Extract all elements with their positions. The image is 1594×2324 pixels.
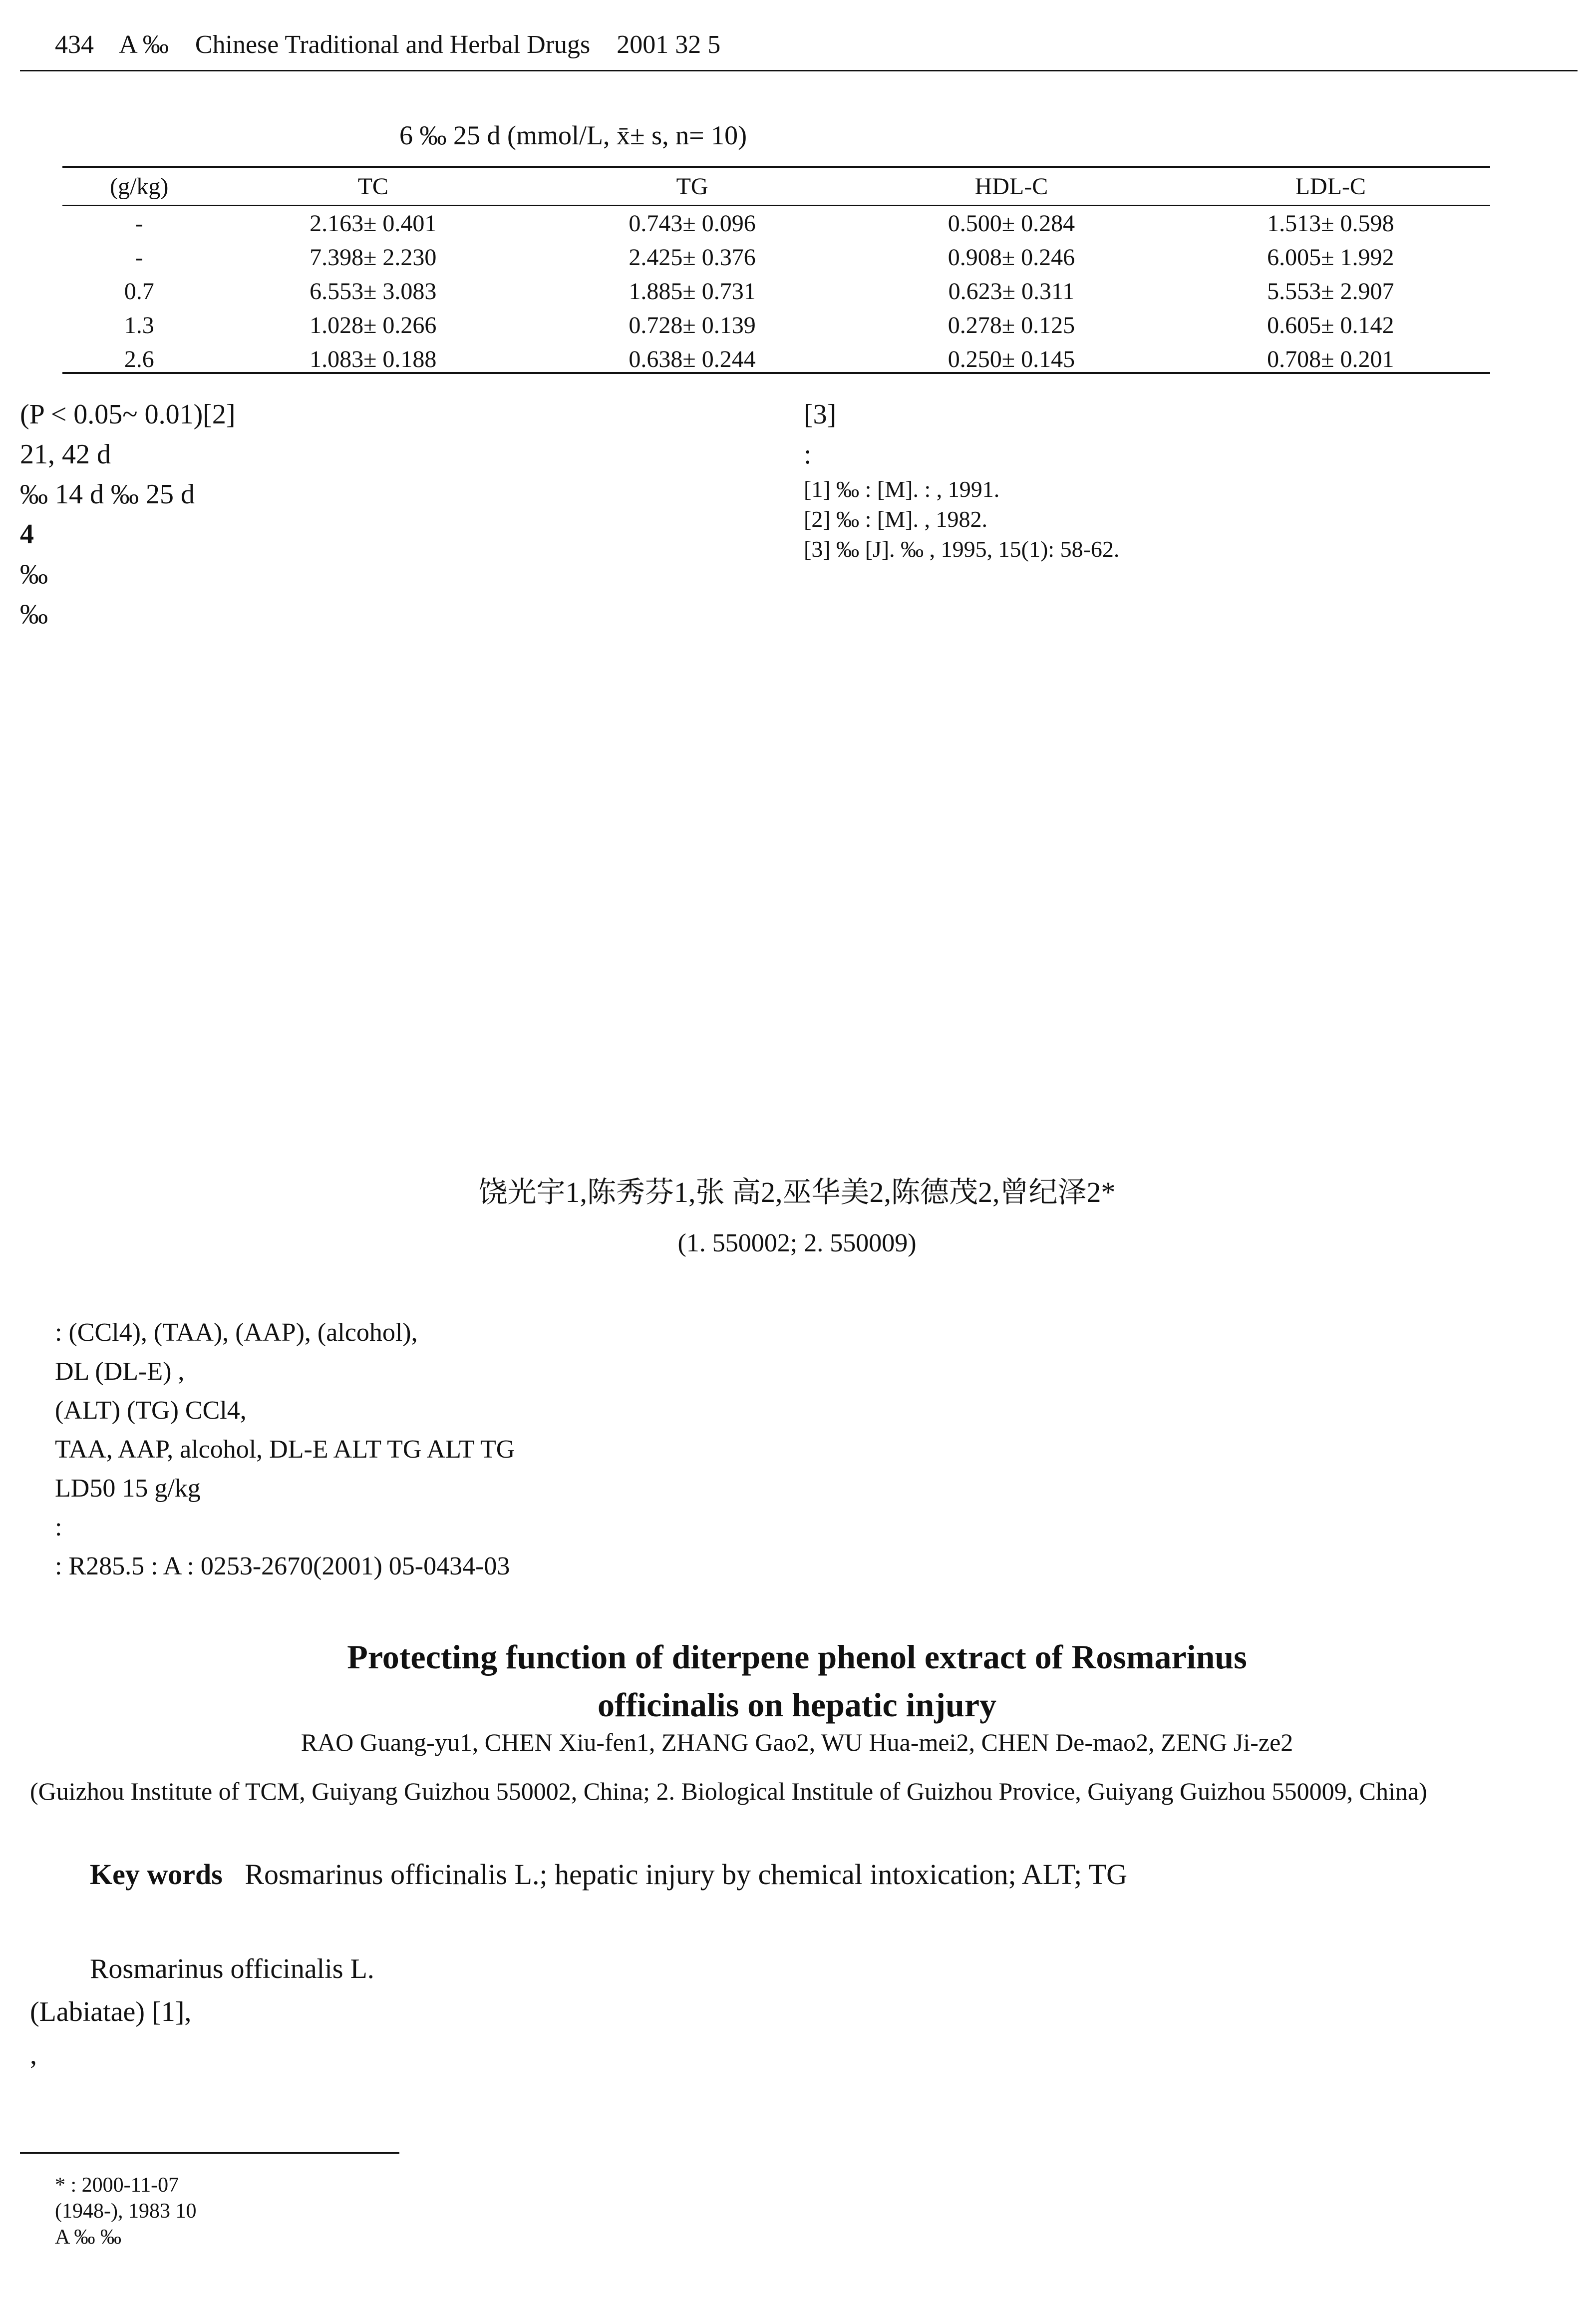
table-header: TC [214,168,533,206]
table-cell: - [135,244,143,271]
affiliation-cn: (1. 550002; 2. 550009) [677,1229,917,1257]
table-cell: 2.163± 0.401 [310,210,437,237]
right-column [804,394,1573,564]
table-cell: 1.028± 0.266 [310,312,437,339]
table-row [62,274,1490,308]
table-row [62,206,1490,241]
table-header: HDL-C [852,168,1171,206]
keywords [90,1858,1127,1891]
title-line: Protecting function of diterpene phenol extract of Rosmarinus [347,1638,1247,1676]
table-header: (g/kg) [65,168,214,206]
left-column [20,394,769,634]
journal-en: Chinese Traditional and Herbal Drugs [195,30,591,59]
table-cell: 0.278± 0.125 [948,312,1075,339]
abstract-line: : [55,1513,62,1542]
abstract-cn [55,1313,1543,1586]
year-volume: 2001 32 5 [617,30,721,59]
table-cell: 6.005± 1.992 [1267,244,1394,271]
abstract-line: LD50 15 g/kg [55,1474,201,1503]
paragraph-line: , [30,2039,37,2070]
abstract-line: TAA, AAP, alcohol, DL-E ALT TG ALT TG [55,1435,515,1464]
keywords-text: Rosmarinus officinalis L.; hepatic injury by chemical intoxication; ALT; TG [245,1858,1127,1891]
data-table [62,168,1490,376]
table-header: LDL-C [1171,168,1490,206]
table-bottom-rule [62,372,1490,374]
affiliation-en: (Guizhou Institute of TCM, Guiyang Guizhou 550002, China; 2. Biological Institule of Guizhou Provice, Guiyang Guizhou 550009, China) [30,1777,1427,1805]
paragraph-line: ‰ 14 d ‰ 25 d [20,479,195,510]
footnote [55,2172,196,2250]
paragraph-line: Rosmarinus officinalis L. [90,1953,374,1984]
table-cell: 1.885± 0.731 [629,278,756,305]
table-cell: 5.553± 2.907 [1267,278,1394,305]
table-cell: 6.553± 3.083 [310,278,437,305]
footnote-rule [20,2152,399,2154]
table-cell: 1.083± 0.188 [310,346,437,373]
journal-cn: A ‰ [119,30,169,59]
classification-line: : R285.5 : A : 0253-2670(2001) 05-0434-03 [55,1552,510,1580]
table-cell: 0.500± 0.284 [948,210,1075,237]
running-header [55,30,740,59]
paragraph-line: (P < 0.05~ 0.01)[2] [20,399,236,430]
article-title-en [0,1633,1594,1729]
table-row [62,342,1490,376]
page-number: 434 [55,30,94,59]
paragraph-line: ‰ [20,559,48,590]
authors-cn: 饶光宇1,陈秀芬1,张 高2,巫华美2,陈德茂2,曾纪泽2* [478,1176,1116,1208]
footnote-line: * : 2000-11-07 [55,2174,179,2197]
paragraph-line: [3] [804,399,837,430]
reference-item: [3] ‰ [J]. ‰ , 1995, 15(1): 58-62. [804,536,1120,562]
paragraph-line: 21, 42 d [20,439,111,470]
abstract-line: DL (DL-E) , [55,1357,185,1386]
table-row [62,308,1490,342]
paragraph-line: ‰ [20,599,48,630]
table-cell: 1.3 [124,312,154,339]
table-cell: 2.6 [124,346,154,373]
references-heading: : [804,439,812,470]
table-cell: - [135,210,143,237]
table-cell: 0.638± 0.244 [629,346,756,373]
abstract-line: : (CCl4), (TAA), (AAP), (alcohol), [55,1318,418,1347]
table-caption: 6 ‰ 25 d (mmol/L, x̄± s, n= 10) [399,120,747,150]
header-rule [20,70,1578,71]
table-cell: 0.708± 0.201 [1267,346,1394,373]
table-cell: 1.513± 0.598 [1267,210,1394,237]
table-header: TG [533,168,852,206]
title-line: officinalis on hepatic injury [597,1686,997,1724]
authors-en: RAO Guang-yu1, CHEN Xiu-fen1, ZHANG Gao2, WU Hua-mei2, CHEN De-mao2, ZENG Ji-ze2 [301,1728,1293,1756]
table-cell: 0.7 [124,278,154,305]
table-row [62,240,1490,274]
reference-item: [2] ‰ : [M]. , 1982. [804,506,987,532]
table-cell: 0.605± 0.142 [1267,312,1394,339]
table-cell: 0.623± 0.311 [948,278,1075,305]
table-cell: 0.250± 0.145 [948,346,1075,373]
paragraph-line: (Labiatae) [1], [30,1996,192,2027]
table-cell: 7.398± 2.230 [310,244,437,271]
section-heading: 4 [20,519,34,550]
footnote-line: A ‰ ‰ [55,2226,122,2249]
footnote-line: (1948-), 1983 10 [55,2200,197,2223]
reference-item: [1] ‰ : [M]. : , 1991. [804,476,1000,502]
table-cell: 0.908± 0.246 [948,244,1075,271]
table-cell: 2.425± 0.376 [629,244,756,271]
keywords-label: Key words [90,1858,223,1891]
table-cell: 0.728± 0.139 [629,312,756,339]
intro-body [30,1947,1568,2076]
table-cell: 0.743± 0.096 [629,210,756,237]
abstract-line: (ALT) (TG) CCl4, [55,1396,247,1425]
